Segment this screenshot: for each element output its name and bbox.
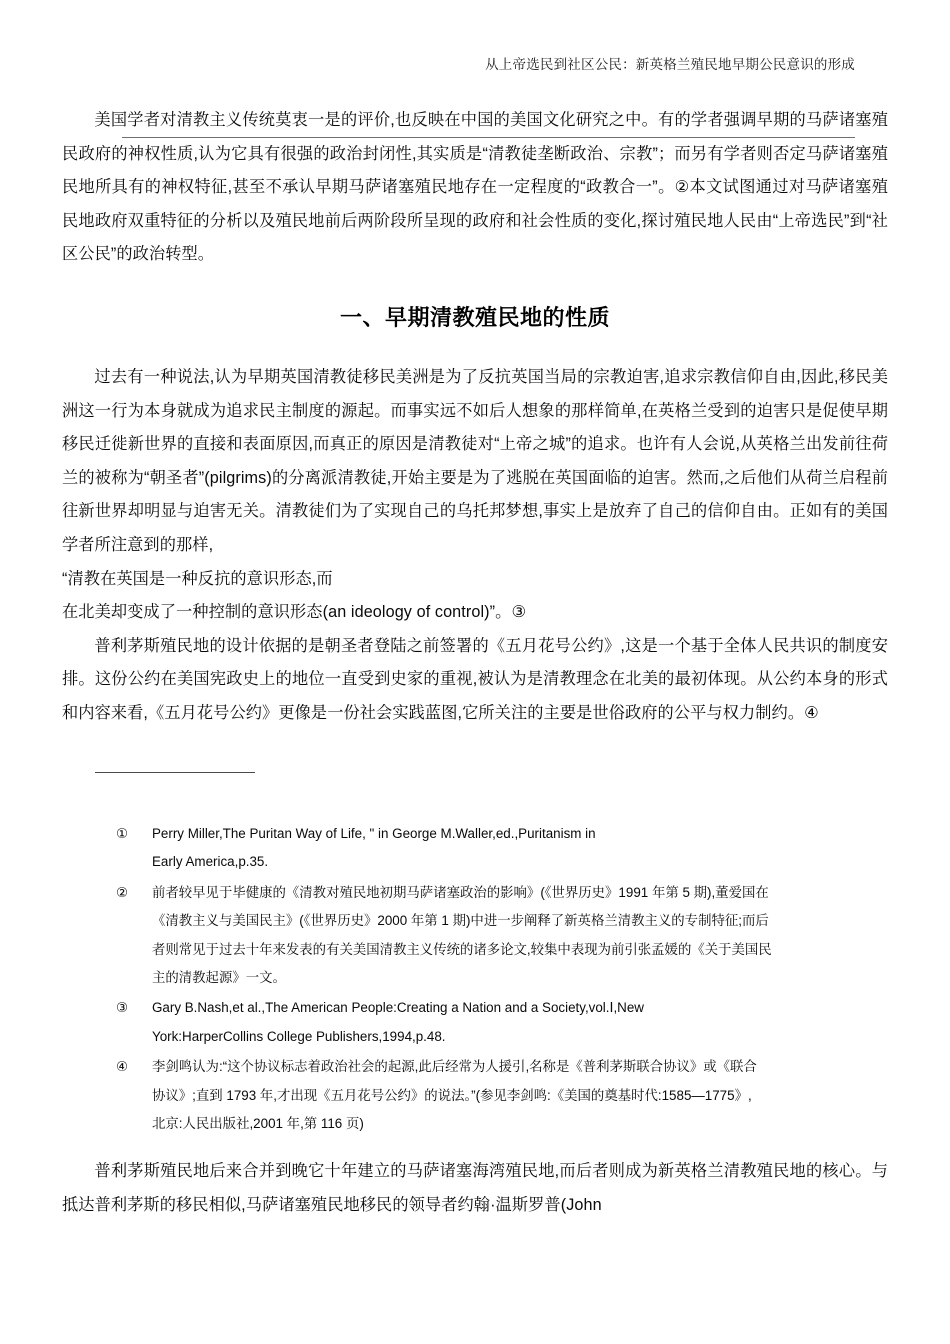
footnote-line: 协议》;直到 1793 年,才出现《五月花号公约》的说法。”(参见李剑鸣:《美国的奠基时代:1585—1775》, <box>152 1087 752 1103</box>
footnote-line: 北京:人民出版社,2001 年,第 116 页) <box>152 1116 364 1132</box>
spacer-before-heading <box>62 272 888 303</box>
footnote-marker-2: ② <box>116 884 129 900</box>
tail-paragraph: 普利茅斯殖民地后来合并到晚它十年建立的马萨诸塞海湾殖民地,而后者则成为新英格兰清教殖民地的核心。与抵达普利茅斯的移民相似,马萨诸塞殖民地移民的领导者约翰·温斯罗普(John <box>62 1162 888 1214</box>
body-text-column <box>62 104 888 731</box>
footnote-line: 前者较早见于毕健康的《清教对殖民地初期马萨诸塞政治的影响》(《世界历史》1991 年第 5 期),董爱国在 <box>152 884 769 900</box>
section-heading: 一、早期清教殖民地的性质 <box>339 304 610 330</box>
body-paragraph-3: 普利茅斯殖民地的设计依据的是朝圣者登陆之前签署的《五月花号公约》,这是一个基于全体人民共识的制度安排。这份公约在美国宪政史上的地位一直受到史家的重视,被认为是清教理念在北美的最初体现。从公约本身的形式和内容来看,《五月花号公约》更像是一份社会实践蓝图,它所关注的主要是世俗政府的公平与权力制约。④ <box>62 636 888 722</box>
footnote-marker-4: ④ <box>116 1059 129 1075</box>
footnote-line: York:HarperCollins College Publishers,1994,p.48. <box>152 1028 446 1044</box>
running-header-title: 从上帝选民到社区公民：新英格兰殖民地早期公民意识的形成 <box>485 57 855 72</box>
body-paragraph-2-short-line: “清教在英国是一种反抗的意识形态,而 <box>62 569 333 588</box>
footnote-list <box>112 820 890 1140</box>
footnote-item-4 <box>112 1053 890 1138</box>
body-paragraph-2: 过去有一种说法,认为早期英国清教徒移民美洲是为了反抗英国当局的宗教迫害,追求宗教信仰自由,因此,移民美洲这一行为本身就成为追求民主制度的源起。而事实远不如后人想象的那样简单,在英格兰受到的迫害只是促使早期移民迁徙新世界的直接和表面原因,而真正的原因是清教徒对“上帝之城”的追求。也许有人会说,从英格兰出发前往荷兰的被称为“朝圣者”(pilgrims)的分离派清教徒,开始主要是为了逃脱在英国面临的迫害。然而,之后他们从荷兰启程前往新世界却明显与迫害无关。清教徒们为了实现自己的乌托邦梦想,事实上是放弃了自己的信仰自由。正如有的美国学者所注意到的那样, <box>62 367 888 554</box>
footnote-item-2 <box>112 879 890 993</box>
footnote-item-1 <box>112 820 890 877</box>
footnote-marker-3: ③ <box>116 1000 129 1016</box>
footnote-line: 主的清教起源》一文。 <box>152 970 286 986</box>
footnote-marker-1: ① <box>116 826 129 841</box>
footnote-line: 李剑鸣认为:“这个协议标志着政治社会的起源,此后经常为人援引,名称是《普利茅斯联合协议》或《联合 <box>152 1059 757 1075</box>
spacer-after-heading <box>62 333 888 361</box>
running-header <box>122 56 855 74</box>
body-paragraph-2-tail: 在北美却变成了一种控制的意识形态(an ideology of control)”。③ <box>62 603 527 622</box>
footnote-line: 《清教主义与美国民主》(《世界历史》2000 年第 1 期)中进一步阐释了新英格兰清教主义的专制特征;而后 <box>152 913 769 929</box>
footnote-line: 者则常见于过去十年来发表的有关美国清教主义传统的诸多论文,较集中表现为前引张孟媛的《关于美国民 <box>152 941 772 957</box>
footnote-item-3 <box>112 994 890 1051</box>
footnote-separator-rule <box>95 772 255 773</box>
footnote-line: Perry Miller,The Puritan Way of Life, " in George M.Waller,ed.,Puritanism in <box>152 826 596 841</box>
footnote-line: Gary B.Nash,et al.,The American People:Creating a Nation and a Society,vol.Ⅰ,New <box>152 1000 644 1016</box>
body-paragraph-1: 美国学者对清教主义传统莫衷一是的评价,也反映在中国的美国文化研究之中。有的学者强调早期的马萨诸塞殖民政府的神权性质,认为它具有很强的政治封闭性,其实质是“清教徒垄断政治、宗教”；而另有学者则否定马萨诸塞殖民地所具有的神权特征,甚至不承认早期马萨诸塞殖民地存在一定程度的“政教合一”。②本文试图通过对马萨诸塞殖民地政府双重特征的分析以及殖民地前后两阶段所呈现的政府和社会性质的变化,探讨殖民地人民由“上帝选民”到“社区公民”的政治转型。 <box>62 111 888 264</box>
tail-text-column <box>62 1155 888 1222</box>
footnote-line: Early America,p.35. <box>152 854 269 870</box>
